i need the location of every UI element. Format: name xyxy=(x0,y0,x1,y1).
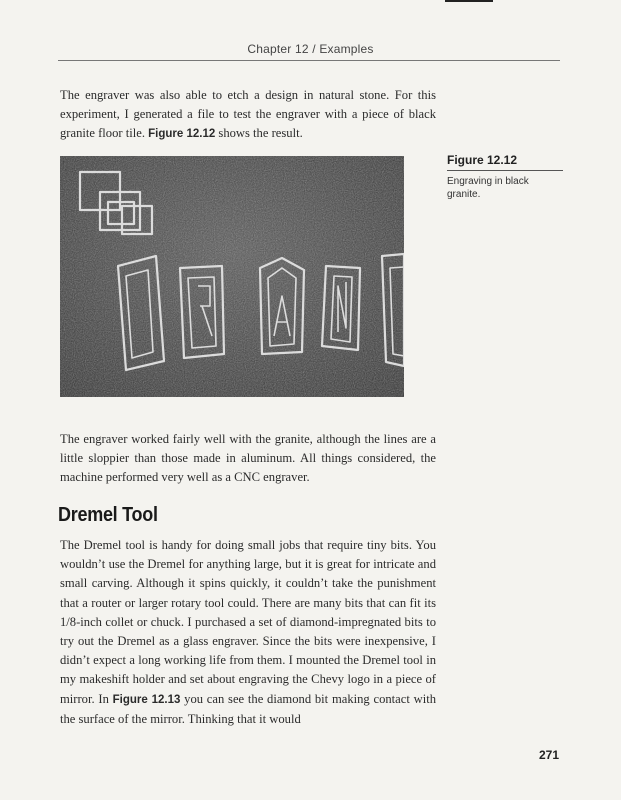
running-header: Chapter 12 / Examples xyxy=(247,42,374,56)
result-paragraph: The engraver worked fairly well with the granite, although the lines are a little sloppier than those made in aluminum. All things considered, the machine performed very well as a CNC engraver. xyxy=(60,432,436,485)
page-number: 271 xyxy=(539,748,560,762)
granite-engraving-photo xyxy=(60,156,404,397)
intro-paragraph xyxy=(60,86,436,145)
intro-text: The engraver was also able to etch a design in natural stone. For this experiment, I generated a file to test the engraver with a piece of black granite floor tile. xyxy=(60,88,436,141)
caption-rule xyxy=(447,170,563,171)
dremel-text-end: you can see the diamond bit making contact with the surface of the mirror. Thinking that it would xyxy=(60,691,436,726)
dremel-text: The Dremel tool is handy for doing small jobs that require tiny bits. You wouldn’t use the Dremel for anything large, but it is great for intricate and small carving. Although it spins quickly, it couldn’t take the punishment that a router or larger rotary tool could. There are many bits that can fit its 1/8-inch collet or chuck. I purchased a set of diamond-impregnated bits to try out the Dremel as a glass engraver. Since the bits were inexpensive, I didn’t expect a long working life from them. I mounted the Dremel tool in my makeshift holder and set about engraving the Chevy logo in a piece of mirror. In xyxy=(60,538,436,706)
section-heading: Dremel Tool xyxy=(58,504,158,526)
dremel-paragraph xyxy=(60,536,436,729)
intro-text-end: shows the result. xyxy=(215,126,303,141)
granite-photo-art xyxy=(60,156,404,397)
figure-caption: Engraving in black granite. xyxy=(447,176,529,200)
top-edge-mark xyxy=(445,0,493,2)
header-rule xyxy=(58,60,560,61)
figure-reference-12-12: Figure 12.12 xyxy=(148,128,216,141)
figure-label: Figure 12.12 xyxy=(447,153,518,167)
figure-reference-12-13: Figure 12.13 xyxy=(112,693,181,706)
